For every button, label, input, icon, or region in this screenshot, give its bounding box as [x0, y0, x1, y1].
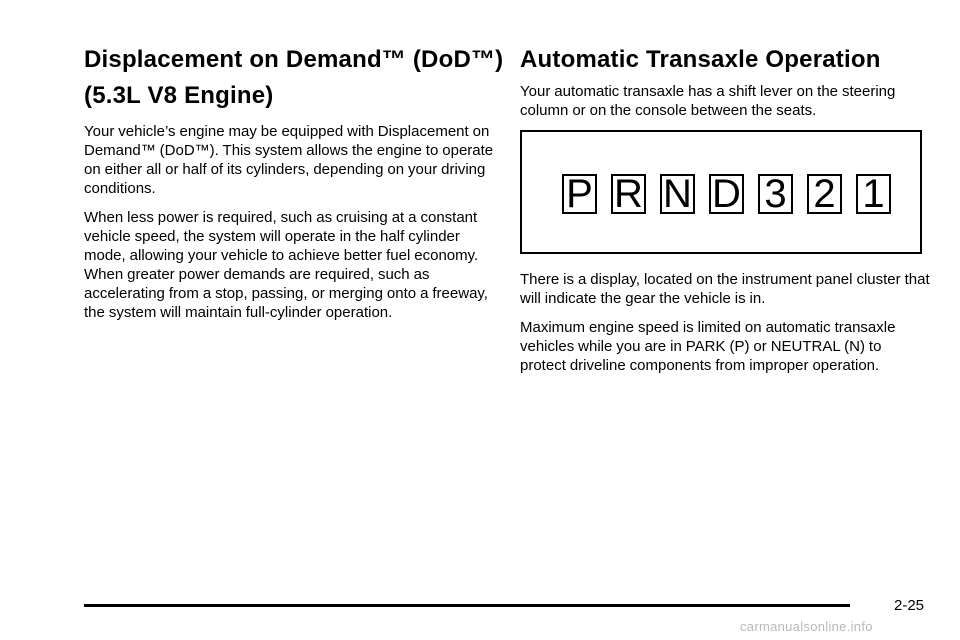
right-column [520, 42, 930, 385]
gear-third: 3 [758, 174, 793, 214]
dod-heading: Displacement on Demand™ (DoD™) (5.3L V8 Engine) [84, 46, 504, 109]
gear-indicator-row [562, 174, 891, 214]
dod-paragraph-1: Your vehicle’s engine may be equipped with Displacement on Demand™ (DoD™). This system allows the engine to operate on either all or half of its cylinders, depending on your driving conditions. [84, 123, 494, 197]
gear-reverse: R [611, 174, 646, 214]
transaxle-intro: Your automatic transaxle has a shift lever on the steering column or on the console between the seats. [520, 83, 896, 119]
page-number: 2-25 [894, 597, 925, 614]
gear-park: P [562, 174, 597, 214]
dod-paragraph-2: When less power is required, such as cruising at a constant vehicle speed, the system will operate in the half cylinder mode, allowing your vehicle to achieve better fuel economy. When greater power demands are required, such as accelerating from a stop, passing, or merging onto a freeway, the system will maintain full-cylinder operation. [84, 209, 488, 321]
gear-neutral: N [660, 174, 695, 214]
gear-first: 1 [856, 174, 891, 214]
display-paragraph: There is a display, located on the instrument panel cluster that will indicate the gear the vehicle is in. [520, 271, 930, 307]
footer-rule [84, 604, 850, 607]
transaxle-heading: Automatic Transaxle Operation [520, 46, 881, 73]
left-column [84, 42, 504, 332]
watermark: carmanualsonline.info [740, 619, 873, 634]
gear-drive: D [709, 174, 744, 214]
gear-second: 2 [807, 174, 842, 214]
gear-indicator-figure [520, 130, 922, 254]
engine-speed-paragraph: Maximum engine speed is limited on automatic transaxle vehicles while you are in PARK (P) or NEUTRAL (N) to protect driveline components from improper operation. [520, 319, 896, 374]
